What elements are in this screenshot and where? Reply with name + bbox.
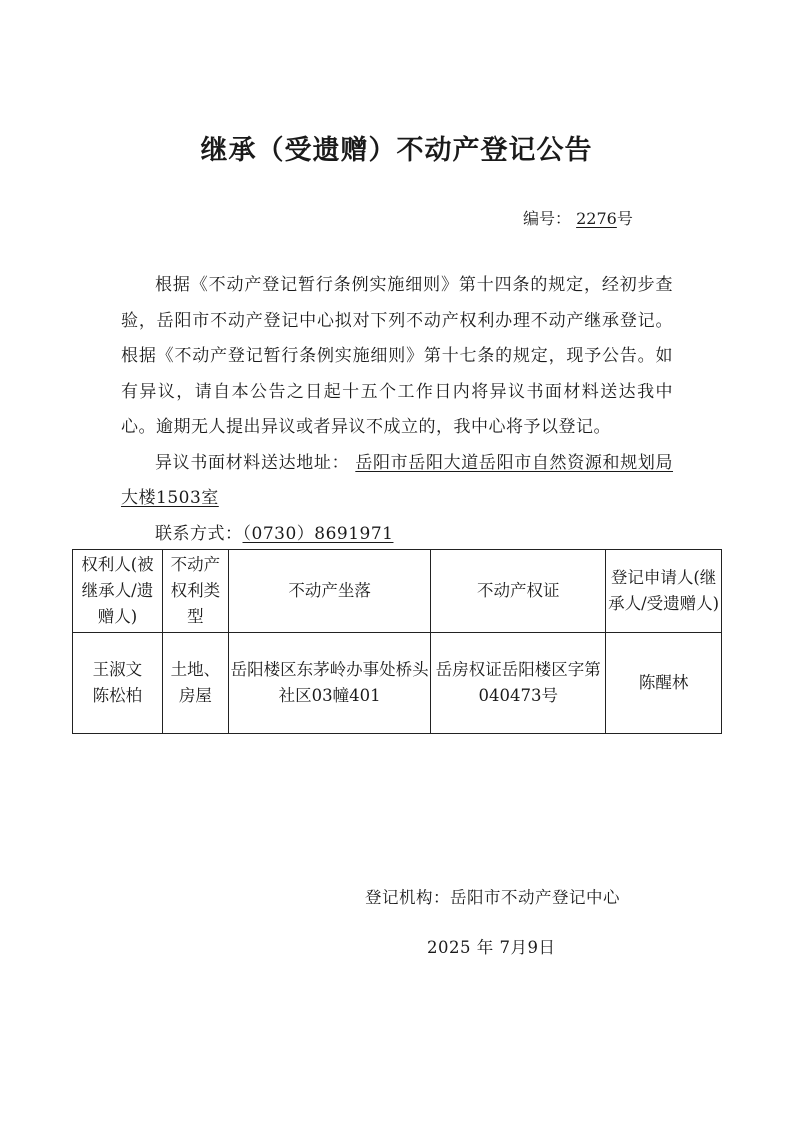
holder-name: 王淑文: [92, 660, 143, 679]
table-row: [73, 633, 722, 734]
cell-holder: [73, 633, 163, 734]
contact-label: 联系方式：: [155, 523, 243, 544]
serial-value: 2276: [576, 209, 617, 228]
contact-line: [121, 517, 673, 553]
header-location: 不动产坐落: [228, 550, 431, 633]
header-applicant: 登记申请人(继承人/受遗赠人): [606, 550, 722, 633]
notice-date: 2025 年 7月9日: [427, 938, 556, 957]
cell-applicant: 陈醒林: [606, 633, 722, 734]
registration-table: [72, 549, 722, 734]
cell-rights-type: 土地、房屋: [162, 633, 228, 734]
holder-name: 陈松柏: [92, 686, 143, 705]
address-label: 异议书面材料送达地址：: [155, 452, 350, 473]
notice-body: [121, 268, 673, 552]
table-header-row: [73, 550, 722, 633]
notice-title: 继承（受遗赠）不动产登记公告: [200, 135, 593, 166]
header-rights-type: 不动产权利类型: [162, 550, 228, 633]
cell-certificate: 岳房权证岳阳楼区字第040473号: [431, 633, 606, 734]
header-holder: 权利人(被继承人/遗赠人): [73, 550, 163, 633]
address-value: 岳阳市岳阳大道岳阳市自然资源和规划局大楼1503室: [121, 452, 674, 508]
serial-number: [523, 206, 633, 229]
notice-paragraph: 根据《不动产登记暂行条例实施细则》第十四条的规定，经初步查验，岳阳市不动产登记中心拟对下列不动产权利办理不动产继承登记。根据《不动产登记暂行条例实施细则》第十七条的规定，现予公告。如有异议，请自本公告之日起十五个工作日内将异议书面材料送达我中心。逾期无人提出异议或者异议不成立的，我中心将予以登记。: [121, 275, 673, 437]
cell-location: 岳阳楼区东茅岭办事处桥头社区03幢401: [228, 633, 431, 734]
serial-label: 编号：: [523, 209, 572, 228]
contact-value: （0730）8691971: [242, 523, 394, 544]
registration-authority: 登记机构：岳阳市不动产登记中心: [365, 888, 620, 907]
serial-suffix: 号: [616, 209, 633, 228]
header-certificate: 不动产权证: [431, 550, 606, 633]
address-line: [121, 446, 673, 517]
